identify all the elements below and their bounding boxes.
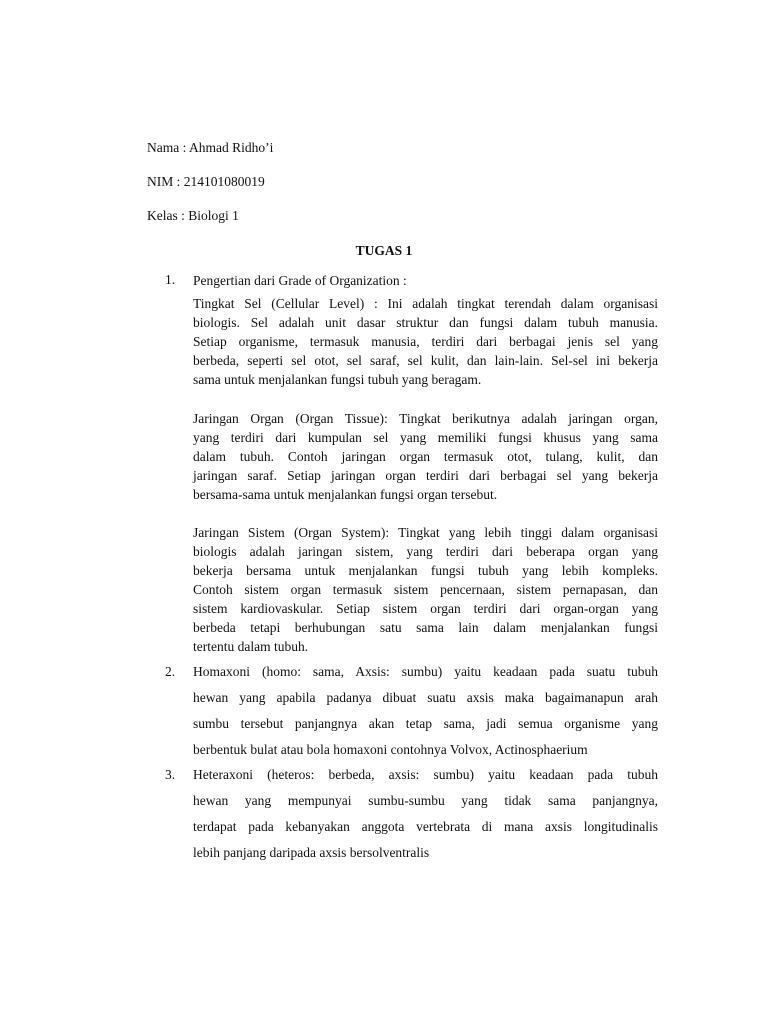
- document-title: TUGAS 1: [355, 243, 413, 258]
- paragraph-line: sama untuk menjalankan fungsi tubuh yang beragam.: [193, 372, 482, 387]
- paragraph-line: Setiap organisme, termasuk manusia, terdiri dari berbagai jenis sel yang: [193, 334, 658, 349]
- item-3-number: 3.: [165, 767, 176, 782]
- paragraph-line: berbeda tetapi berhubungan satu sama lain dalam menjalankan fungsi: [193, 620, 658, 635]
- paragraph-line: lebih panjang daripada axsis bersolventralis: [193, 845, 430, 860]
- item-2-paragraph: [193, 659, 658, 763]
- paragraph-line: sumbu tersebut panjangnya akan tetap sama, jadi semua organisme yang: [193, 716, 658, 731]
- paragraph-line: Contoh sistem organ termasuk sistem pencernaan, sistem pernapasan, dan: [193, 582, 658, 597]
- paragraph-line: Jaringan Sistem (Organ System): Tingkat yang lebih tinggi dalam organisasi: [193, 525, 658, 540]
- student-class: Kelas : Biologi 1: [147, 208, 239, 223]
- item-1-paragraph-3: [193, 523, 658, 656]
- item-1-intro: [193, 271, 658, 290]
- paragraph-line: hewan yang mempunyai sumbu-sumbu yang tidak sama panjangnya,: [193, 793, 658, 808]
- paragraph-line: hewan yang apabila padanya dibuat suatu axsis maka bagaimanapun arah: [193, 690, 658, 705]
- student-name: Nama : Ahmad Ridho’i: [147, 140, 274, 155]
- paragraph-line: jaringan saraf. Setiap jaringan organ terdiri dari berbagai sel yang bekerja: [193, 468, 658, 483]
- item-1-intro-line: Pengertian dari Grade of Organization :: [193, 273, 407, 288]
- paragraph-line: bersama-sama untuk menjalankan fungsi organ tersebut.: [193, 487, 498, 502]
- item-1-number: 1.: [165, 272, 176, 287]
- paragraph-line: biologis adalah jaringan sistem, yang terdiri dari beberapa organ yang: [193, 544, 658, 559]
- paragraph-line: yang terdiri dari kumpulan sel yang memiliki fungsi khusus yang sama: [193, 430, 658, 445]
- paragraph-line: berbeda, seperti sel otot, sel saraf, sel kulit, dan lain-lain. Sel-sel ini bekerja: [193, 353, 658, 368]
- paragraph-line: sistem kardiovaskular. Setiap sistem organ terdiri dari organ-organ yang: [193, 601, 658, 616]
- paragraph-line: berbentuk bulat atau bola homaxoni contohnya Volvox, Actinosphaerium: [193, 742, 588, 757]
- paragraph-line: biologis. Sel adalah unit dasar struktur dan fungsi dalam tubuh manusia.: [193, 315, 658, 330]
- paragraph-line: Homaxoni (homo: sama, Axsis: sumbu) yaitu keadaan pada suatu tubuh: [193, 664, 658, 679]
- student-nim: NIM : 214101080019: [147, 174, 265, 189]
- item-2-number: 2.: [165, 664, 176, 679]
- paragraph-line: Tingkat Sel (Cellular Level) : Ini adalah tingkat terendah dalam organisasi: [193, 296, 658, 311]
- item-1-paragraph-2: [193, 409, 658, 504]
- paragraph-line: Heteraxoni (heteros: berbeda, axsis: sumbu) yaitu keadaan pada tubuh: [193, 767, 658, 782]
- paragraph-line: terdapat pada kebanyakan anggota vertebrata di mana axsis longitudinalis: [193, 819, 658, 834]
- paragraph-line: Jaringan Organ (Organ Tissue): Tingkat berikutnya adalah jaringan organ,: [193, 411, 658, 426]
- paragraph-line: bekerja bersama untuk menjalankan fungsi tubuh yang lebih kompleks.: [193, 563, 658, 578]
- item-1-paragraph-1: [193, 294, 658, 389]
- paragraph-line: dalam tubuh. Contoh jaringan organ termasuk otot, tulang, kulit, dan: [193, 449, 658, 464]
- paragraph-line: tertentu dalam tubuh.: [193, 639, 309, 654]
- item-3-paragraph: [193, 762, 658, 866]
